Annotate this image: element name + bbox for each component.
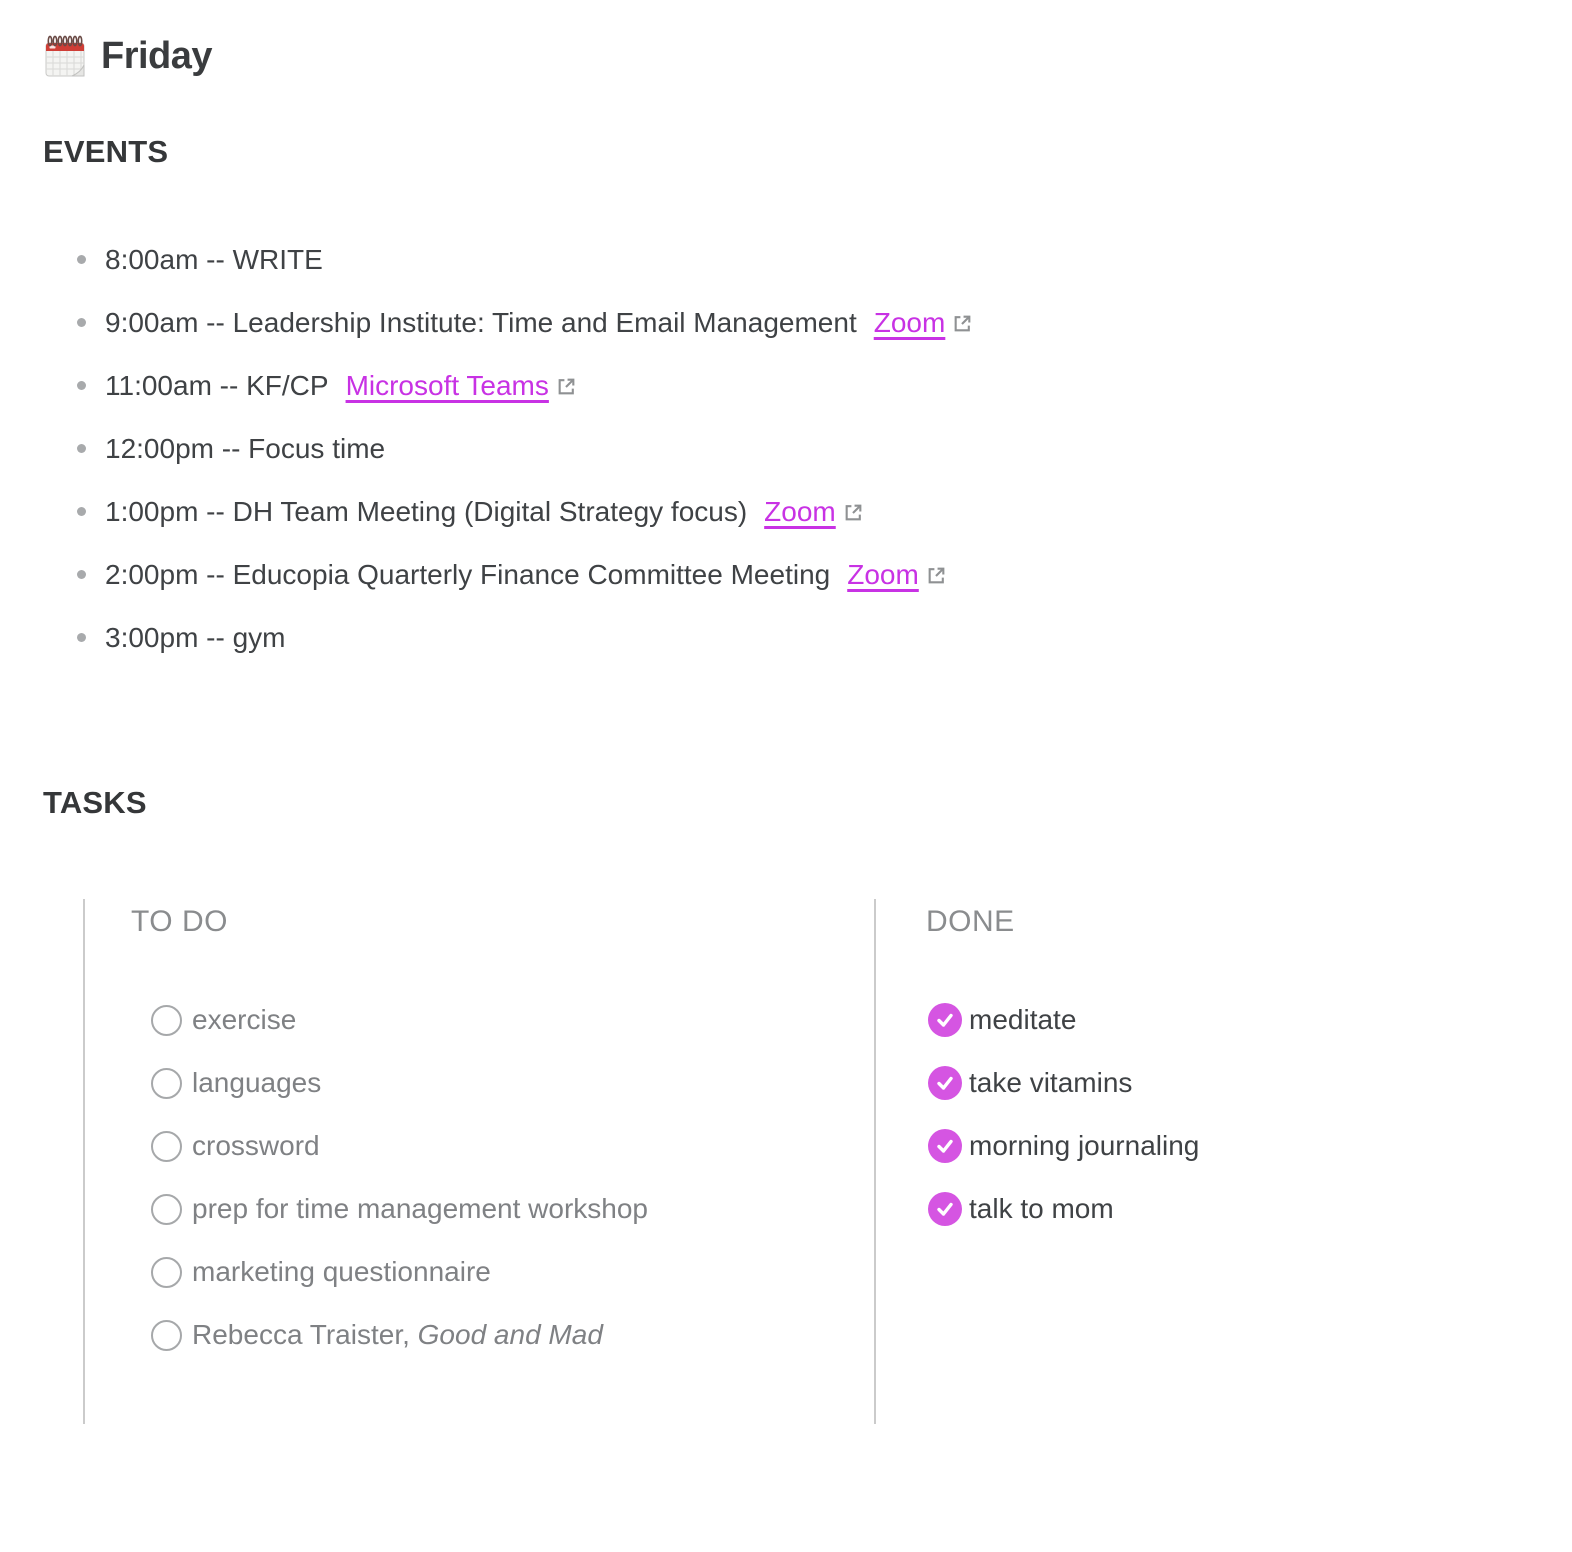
event-item — [43, 496, 1529, 527]
checked-circle-icon[interactable] — [928, 1003, 962, 1037]
page-title-row — [43, 34, 1529, 78]
event-item — [43, 433, 1529, 464]
todo-column-label: TO DO — [131, 905, 228, 938]
checked-circle-icon[interactable] — [928, 1192, 962, 1226]
microsoft-teams-link[interactable]: Microsoft Teams — [345, 370, 549, 401]
checked-circle-icon[interactable] — [928, 1066, 962, 1100]
external-link-icon — [556, 376, 577, 397]
event-list — [43, 244, 1529, 653]
bullet-icon — [77, 255, 86, 264]
event-item — [43, 307, 1529, 338]
done-item-label: meditate — [969, 1004, 1077, 1035]
zoom-link[interactable]: Zoom — [873, 307, 946, 338]
todo-column — [83, 899, 874, 1424]
done-item-label: talk to mom — [969, 1193, 1114, 1224]
todo-item — [151, 1129, 874, 1163]
event-text: 2:00pm -- Educopia Quarterly Finance Committee Meeting — [105, 559, 831, 590]
zoom-link[interactable]: Zoom — [764, 496, 836, 527]
bullet-icon — [77, 318, 86, 327]
event-item — [43, 370, 1529, 401]
tasks-columns — [83, 899, 1529, 1424]
todo-item — [151, 1003, 874, 1037]
unchecked-circle-icon[interactable] — [151, 1068, 182, 1099]
bullet-icon — [77, 633, 86, 642]
event-text: 1:00pm -- DH Team Meeting (Digital Strategy focus) — [105, 496, 748, 527]
done-item-label: morning journaling — [969, 1130, 1200, 1161]
spiral-calendar-icon — [43, 34, 87, 78]
done-column — [874, 899, 1529, 1424]
todo-list — [151, 1003, 874, 1352]
zoom-link[interactable]: Zoom — [847, 559, 919, 590]
page-title: Friday — [101, 34, 213, 77]
checked-circle-icon[interactable] — [928, 1129, 962, 1163]
tasks-heading: TASKS — [43, 785, 147, 820]
done-item — [928, 1003, 1529, 1037]
todo-item — [151, 1255, 874, 1289]
done-column-label: DONE — [926, 905, 1015, 938]
todo-item-label: languages — [192, 1067, 322, 1098]
bullet-icon — [77, 381, 86, 390]
todo-item-label: exercise — [192, 1004, 297, 1035]
todo-item — [151, 1318, 874, 1352]
done-item-label: take vitamins — [969, 1067, 1133, 1098]
external-link-icon — [926, 565, 947, 586]
todo-item-book-title: Good and Mad — [417, 1319, 603, 1350]
event-item — [43, 559, 1529, 590]
done-item — [928, 1066, 1529, 1100]
events-heading: EVENTS — [43, 134, 169, 169]
unchecked-circle-icon[interactable] — [151, 1320, 182, 1351]
external-link-icon — [952, 313, 973, 334]
unchecked-circle-icon[interactable] — [151, 1257, 182, 1288]
todo-item-label — [192, 1319, 603, 1351]
event-text: 11:00am -- KF/CP — [105, 370, 329, 401]
todo-item — [151, 1066, 874, 1100]
todo-item-label: marketing questionnaire — [192, 1256, 491, 1287]
todo-item-label: crossword — [192, 1130, 320, 1161]
todo-item — [151, 1192, 874, 1226]
todo-item-text: Rebecca Traister, — [192, 1319, 418, 1350]
external-link-icon — [843, 502, 864, 523]
event-item — [43, 244, 1529, 275]
event-item — [43, 622, 1529, 653]
done-item — [928, 1129, 1529, 1163]
bullet-icon — [77, 444, 86, 453]
done-list — [928, 1003, 1529, 1226]
unchecked-circle-icon[interactable] — [151, 1194, 182, 1225]
bullet-icon — [77, 507, 86, 516]
event-text: 8:00am -- WRITE — [105, 244, 323, 275]
unchecked-circle-icon[interactable] — [151, 1131, 182, 1162]
event-text: 12:00pm -- Focus time — [105, 433, 386, 464]
event-text: 3:00pm -- gym — [105, 622, 286, 653]
unchecked-circle-icon[interactable] — [151, 1005, 182, 1036]
done-item — [928, 1192, 1529, 1226]
todo-item-label: prep for time management workshop — [192, 1193, 648, 1224]
event-text: 9:00am -- Leadership Institute: Time and Email Management — [105, 307, 857, 338]
bullet-icon — [77, 570, 86, 579]
